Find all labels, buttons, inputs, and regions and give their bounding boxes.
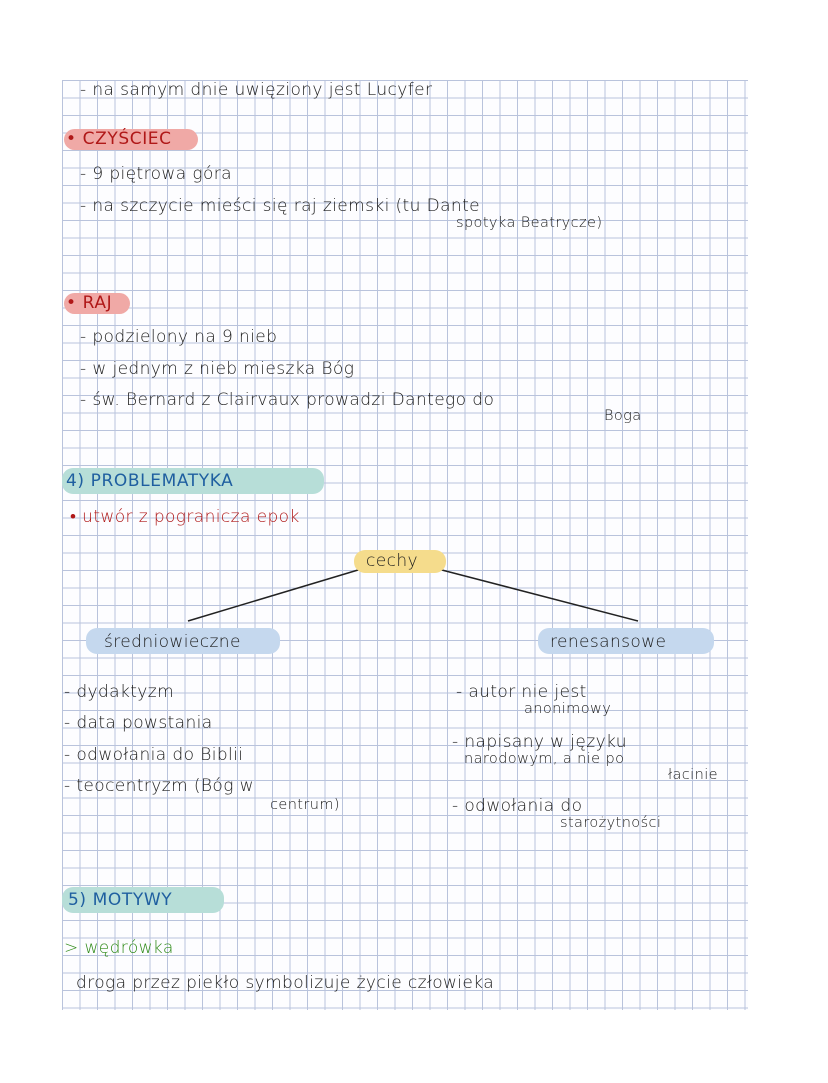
sredniowieczne-item-1: - dydaktyzm: [64, 682, 175, 702]
czysciec-item-2: - na szczycie mieści się raj ziemski (tu Dante: [80, 196, 481, 216]
renesansowe-item-3-cont: starożytności: [560, 815, 662, 831]
sredniowieczne-item-2: - data powstania: [64, 713, 213, 733]
problematyka-heading: 4) PROBLEMATYKA: [66, 471, 234, 491]
renesansowe-item-1: - autor nie jest: [456, 682, 587, 702]
motywy-heading: 5) MOTYWY: [68, 890, 173, 910]
raj-item-3: - św. Bernard z Clairvaux prowadzi Dantego do: [80, 390, 495, 410]
sredniowieczne-item-3: - odwołania do Biblii: [64, 745, 244, 765]
raj-item-1: - podzielony na 9 nieb: [80, 327, 278, 347]
renesansowe-item-3: - odwołania do: [452, 796, 583, 816]
motywy-line: droga przez piekło symbolizuje życie człowieka: [76, 973, 495, 993]
czysciec-heading: • CZYŚCIEC: [66, 129, 172, 149]
raj-heading: • RAJ: [66, 293, 113, 313]
problematyka-note: • utwór z pogranicza epok: [70, 507, 300, 527]
motywy-sub: > wędrówka: [64, 938, 174, 958]
renesansowe-title: renesansowe: [550, 632, 667, 652]
sredniowieczne-item-4: - teocentryzm (Bóg w: [64, 776, 254, 796]
connector-right: [438, 569, 638, 621]
cechy-center: cechy: [366, 551, 418, 571]
renesansowe-item-1-cont: anonimowy: [524, 701, 612, 717]
renesansowe-item-2: - napisany w języku: [452, 732, 627, 752]
connector-left: [188, 567, 368, 621]
czysciec-item-2-cont: spotyka Beatrycze): [456, 215, 603, 231]
raj-item-2: - w jednym z nieb mieszka Bóg: [80, 359, 355, 379]
czysciec-item-1: - 9 piętrowa góra: [80, 164, 232, 184]
raj-item-3-cont: Boga: [604, 408, 642, 424]
renesansowe-item-2-cont: narodowym, a nie po: [464, 751, 625, 767]
piekło-last-line: - na samym dnie uwięziony jest Lucyfer: [80, 80, 433, 100]
renesansowe-item-2-cont2: łacinie: [668, 767, 718, 783]
sredniowieczne-title: średniowieczne: [104, 632, 241, 652]
sredniowieczne-item-4-cont: centrum): [270, 797, 340, 813]
